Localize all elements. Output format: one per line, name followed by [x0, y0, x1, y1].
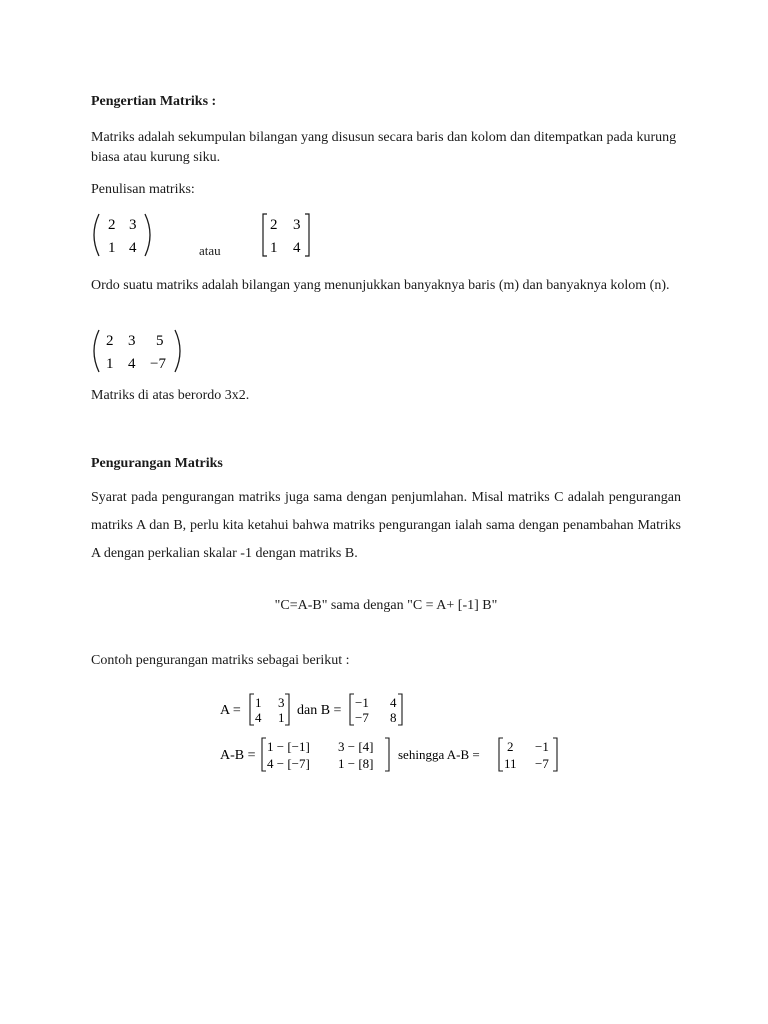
matrix-cell: 1: [270, 240, 278, 256]
matrix-cell: 5: [156, 333, 164, 349]
subtraction-formula: "C=A-B" sama dengan "C = A+ [-1] B": [274, 598, 498, 613]
order-paragraph: Ordo suatu matriks adalah bilangan yang menunjukkan banyaknya baris (m) dan banyaknya kolom (n).: [91, 278, 670, 293]
order-note: Matriks di atas berordo 3x2.: [91, 388, 250, 403]
matrix-cell: 3: [278, 695, 285, 710]
label-a: A =: [220, 703, 241, 718]
example-equation-1: [215, 690, 415, 730]
matrix-cell: 1: [278, 710, 285, 725]
matrix-cell: −7: [355, 710, 369, 725]
matrix-cell: 4: [255, 710, 262, 725]
matrix-cell: 4: [129, 240, 137, 256]
matrix-cell: 8: [390, 710, 397, 725]
matrix-cell: 4: [293, 240, 301, 256]
section-title-pengurangan: Pengurangan Matriks: [91, 456, 223, 471]
matrix-cell: 11: [504, 756, 517, 771]
matrix-cell: 1: [255, 695, 262, 710]
matrix-cell: 1: [106, 356, 114, 372]
matrix-cell: 4 − [−7]: [267, 756, 310, 771]
matrix-cell: −1: [535, 739, 549, 754]
matrix-order-example: [88, 326, 188, 376]
matrix-cell: 3: [128, 333, 136, 349]
matrix-parentheses: [88, 210, 158, 260]
matrix-cell: 2: [106, 333, 114, 349]
example-equation-2: [215, 734, 565, 776]
matrix-cell: 3: [129, 217, 137, 233]
matrix-brackets: [260, 210, 320, 260]
label-result: sehingga A-B =: [398, 747, 480, 762]
label-and-b: dan B =: [297, 703, 342, 718]
matrix-cell: −7: [150, 356, 166, 372]
matrix-cell: 2: [270, 217, 278, 233]
section-title-pengertian: Pengertian Matriks :: [91, 94, 217, 109]
notation-label: Penulisan matriks:: [91, 182, 195, 197]
matrix-cell: 1 − [−1]: [267, 739, 310, 754]
matrix-cell: 1: [108, 240, 116, 256]
label-a-minus-b: A-B =: [220, 748, 256, 763]
definition-paragraph: Matriks adalah sekumpulan bilangan yang disusun secara baris dan kolom dan ditempatkan pada kurung biasa atau kurung siku.: [91, 130, 677, 165]
matrix-cell: 1 − [8]: [338, 756, 374, 771]
matrix-cell: 2: [108, 217, 116, 233]
example-intro: Contoh pengurangan matriks sebagai berikut :: [91, 653, 350, 668]
matrix-cell: 4: [128, 356, 136, 372]
matrix-cell: 3 − [4]: [338, 739, 374, 754]
matrix-cell: −1: [355, 695, 369, 710]
subtraction-paragraph: Syarat pada pengurangan matriks juga sama dengan penjumlahan. Misal matriks C adalah pengurangan matriks A dan B, perlu kita ketahui bahwa matriks pengurangan ialah sama dengan penambahan Matriks A dengan perkalian skalar -1 dengan matriks B.: [91, 490, 681, 561]
matrix-cell: 3: [293, 217, 301, 233]
matrix-cell: −7: [535, 756, 549, 771]
or-text: atau: [199, 243, 221, 258]
matrix-cell: 2: [507, 739, 514, 754]
matrix-cell: 4: [390, 695, 397, 710]
